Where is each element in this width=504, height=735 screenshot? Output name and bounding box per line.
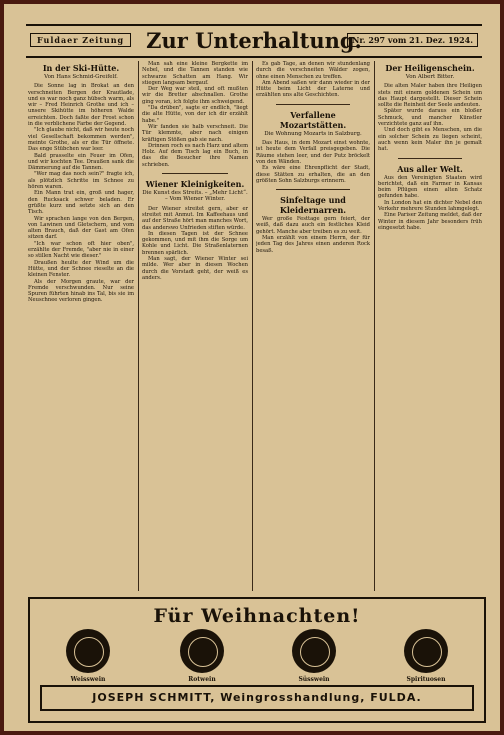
article-body [28,83,134,303]
divider [162,173,228,174]
paragraph: "Ich war schon oft hier oben", erzählte der Fremde, "aber nie in einer so stillen Nacht wie dieser." [28,240,134,260]
article-body [142,206,248,282]
article-body [256,216,370,254]
article-title: Aus aller Welt. [397,163,463,174]
paragraph: "Wer mag das noch sein?" fragte ich, als plötzlich Schritte im Schnee zu hören waren. [28,171,134,191]
ad-headline: Für Weihnachten! [153,605,361,627]
paragraph: Wer große Festtage gern feiert, der weiß, daß dazu auch ein festliches Kleid gehört. Manche aber treiben es zu weit. [256,216,370,235]
product-label: Spirituosen [406,676,446,683]
article-body [378,175,482,232]
paragraph: Bald prasselte ein Feuer im Ofen, und wir kochten Tee. Draußen sank die Dämmerung auf die Tannen. [28,152,134,172]
paragraph: Es gab Tage, an denen wir stundenlang durch die verschneiten Wälder zogen, ohne einen Menschen zu treffen. [256,61,370,80]
wine-seal-icon [66,629,110,673]
product-label: Weisswein [70,676,106,683]
paragraph: Man erzählt von einem Herrn, der für jeden Tag des Jahres einen anderen Rock besaß. [256,235,370,254]
paragraph: Später wurde daraus ein bloßer Schmuck, und mancher Künstler verzichtete ganz auf ihn. [378,108,482,128]
paragraph: In London hat ein dichter Nebel den Verkehr mehrere Stunden lahmgelegt. [378,199,482,213]
column-rule [252,61,253,591]
paragraph: Man sah eine kleine Bergkette im Nebel, und die Tannen standen wie schwarze Schatten am Hang. Wir stiegen langsam bergauf. [142,61,248,86]
paragraph: Der Wiener streitet gern, aber er streitet mit Anmut. Im Kaffeehaus und auf der Straße hört man manches Wort, das anderswo Unfrieden stiften würde. [142,205,248,231]
article-author: Von Albert Bitter. [405,74,455,80]
paragraph: Der Weg war steil, und oft mußten wir die Bretter abschnallen. Grothe ging voran, ich folgte ihm schweigend. [142,86,248,105]
article-title: In der Ski-Hütte. [42,63,120,73]
article-title: Sinfeltage und Kleidernarren. [279,195,347,216]
wine-seal-icon [292,629,336,673]
paragraph: Drinnen roch es nach Harz und altem Holz. Auf dem Tisch lag ein Buch, in das die Besucher ihre Namen schrieben. [142,142,248,168]
article-title: Der Heiligenschein. [385,63,475,73]
newspaper-name-badge: Fuldaer Zeitung [30,33,131,47]
paragraph: Die alten Maler haben ihre Heiligen stets mit einem goldenen Schein um das Haupt dargestellt. Dieser Schein sollte die Reinheit der Seele andeuten. [378,83,482,109]
column-2 [142,61,248,591]
paragraph: Und doch gibt es Menschen, um die ein solcher Schein zu liegen scheint, auch wenn kein Maler ihn je gemalt hat. [378,127,482,153]
paragraph: Aus den Vereinigten Staaten wird berichtet, daß ein Farmer in Kansas beim Pflügen einen alten Schatz gefunden habe. [378,174,482,200]
ad-firm-name: JOSEPH SCHMITT, Weingrosshandlung, FULDA. [40,685,474,711]
section-title: Zur Unterhaltung. [146,28,362,53]
column-rule [138,61,139,591]
advertisement [28,597,486,723]
paragraph: Es wäre eine Ehrenpflicht der Stadt, diese Stätten zu erhalten, die an den größten Sohn Salzburgs erinnern. [256,165,370,184]
wine-seal-icon [404,629,448,673]
column-3 [256,61,370,591]
paragraph: Man sagt, der Wiener Winter sei milde. Wer aber in diesen Wochen durch die Vorstadt geht, der weiß es anders. [142,256,248,281]
article-author: Von Hans Schmid-Greifelf. [44,74,118,80]
masthead [26,24,482,58]
article-title: Verfallene Mozartstätten. [279,109,347,130]
paragraph: Das Haus, in dem Mozart einst wohnte, ist heute dem Verfall preisgegeben. Die Räume stehen leer, und der Putz bröckelt von den Wänden. [256,140,370,165]
paragraph: "Da drüben", sagte er endlich, "liegt die alte Hütte, von der ich dir erzählt habe." [142,105,248,124]
article-body [256,140,370,184]
article-subtitle: Die Wohnung Mozarts in Salzburg. [264,130,362,137]
column-1 [28,61,134,591]
paragraph: Draußen heulte der Wind um die Hütte, und der Schnee rieselte an die kleinen Fenster. [28,259,134,279]
article-title: Wiener Kleinigkeiten. [145,179,245,190]
newspaper-page [4,4,500,731]
product-label: Süsswein [298,676,330,683]
divider [276,189,350,190]
paragraph: Wir sprachen lange von den Bergen, von Lawinen und Gletschern, und vom alten Brauch, daß der Gast am Ofen sitzen darf. [28,215,134,241]
paragraph: "Ich glaube nicht, daß wir heute noch viel Gesellschaft bekommen werden", meinte Grothe, als er die Tür öffnete. Das enge Stübchen war leer. [28,127,134,153]
paragraph: Eine Pariser Zeitung meldet, daß der Winter in diesem Jahr besonders früh eingesetzt habe. [378,212,482,231]
paragraph: Als der Morgen graute, war der Fremde verschwunden. Nur seine Spuren führten hinab ins Tal, bis sie im Neuschnee verloren gingen. [28,278,134,304]
divider [276,104,350,105]
paragraph: In diesen Tagen ist der Schnee gekommen, und mit ihm die Sorge um Kohle und Licht. Die Straßenlaternen brennen spärlich. [142,230,248,256]
product-label: Rotwein [188,676,216,683]
paragraph: Ein Mann trat ein, groß und hager, den Rucksack schwer beladen. Er grüßte kurz und setzte sich an den Tisch. [28,190,134,216]
article-body [378,83,482,152]
wine-seal-icon [180,629,224,673]
column-4 [378,61,482,591]
paragraph: Wir fanden sie halb verschneit. Die Tür klemmte, aber nach einigen kräftigen Stößen gab sie nach. [142,123,248,143]
column-rule [374,61,375,591]
paragraph: Die Sonne lag in Brokat an den verschneiten Bergen der Krautlade, und es war noch ganz hübsch warm, als wir – Fred Heinrich Grothe und ich – unsere Skihütte im höheren Walde erreichten. Doch faßte der Frost schon in die verblichene Farbe der Gegend. [28,83,134,128]
issue-badge: Nr. 297 vom 21. Dez. 1924. [347,33,478,47]
article-subtitle: Die Kunst des Streits. – „Mehr Licht“. – Vom Wiener Winter. [142,190,248,203]
article-body [256,61,370,99]
article-body [142,61,248,168]
paragraph: Am Abend saßen wir dann wieder in der Hütte beim Licht der Laterne und erzählten uns alte Geschichten. [256,79,370,99]
divider [398,158,462,159]
